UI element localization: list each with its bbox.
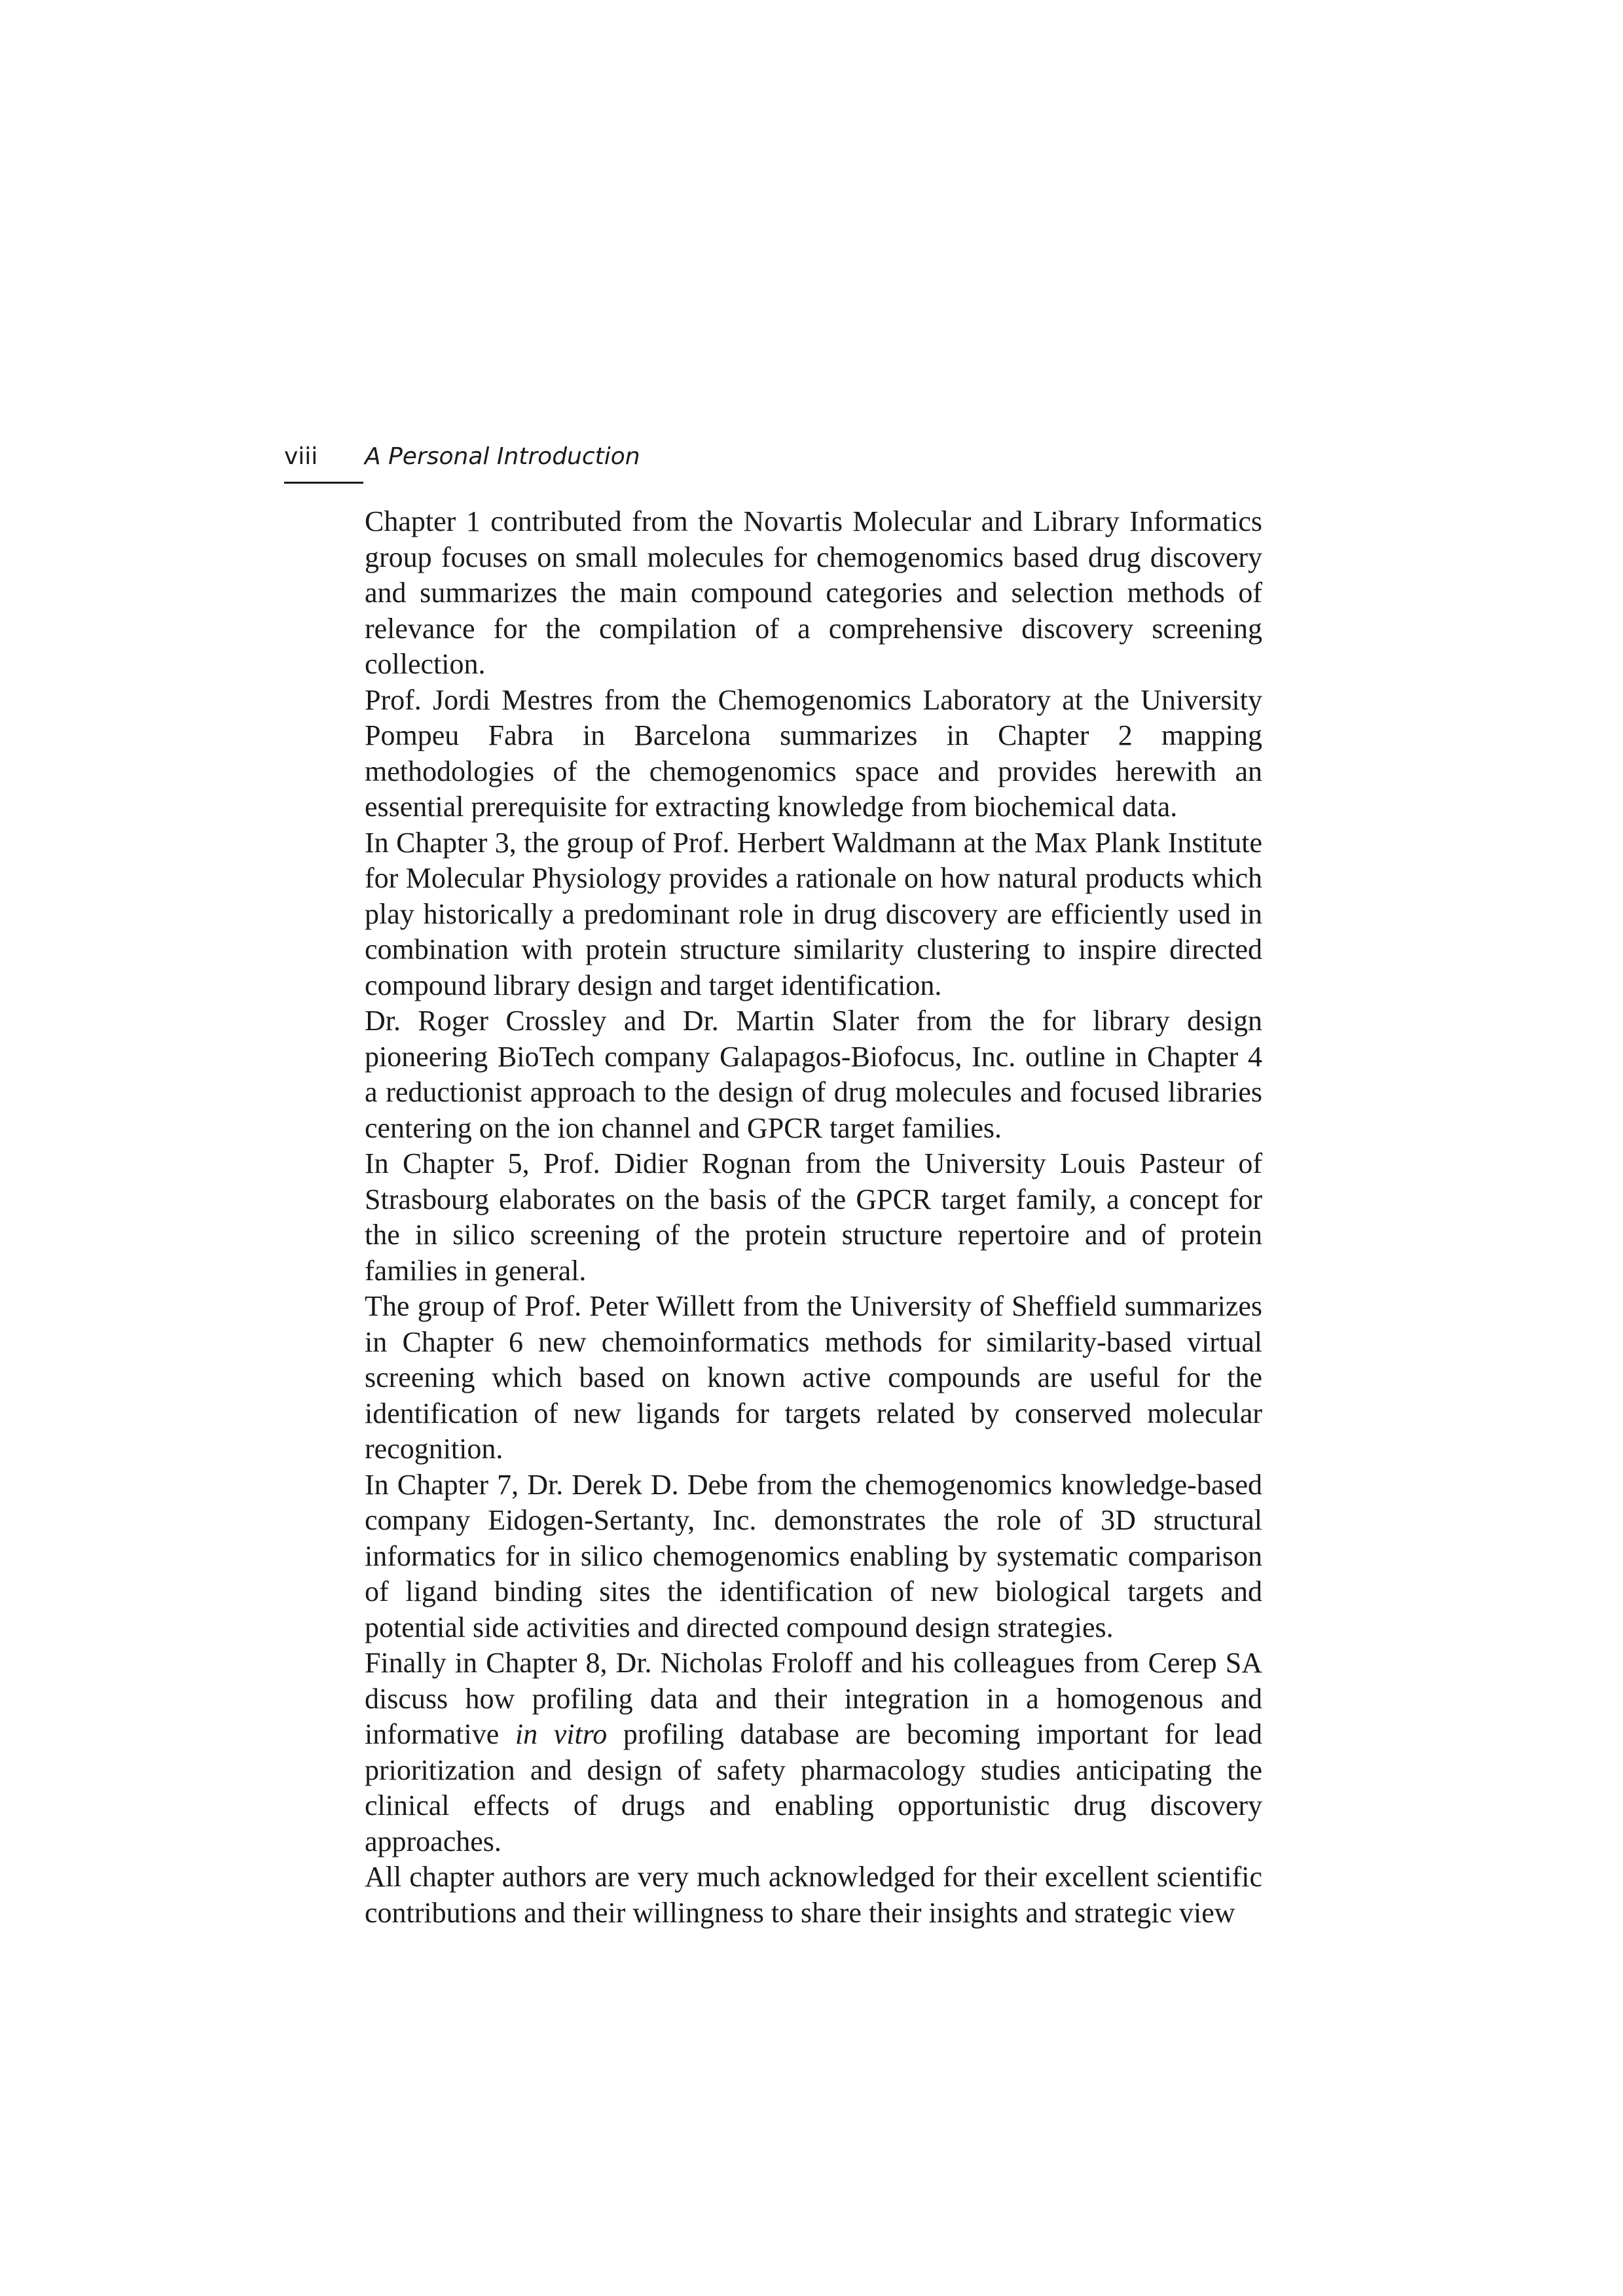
running-head [284, 437, 640, 476]
paragraph-chapter-3: In Chapter 3, the group of Prof. Herbert Waldmann at the Max Plank Institute for Molecular Physiology provides a rationale on how natural products which play historically a predominant role in drug discovery are efficiently used in combination with protein structure similarity clustering to inspire directed compound library design and target identification. [365, 826, 1262, 1001]
paragraph-chapter-6: The group of Prof. Peter Willett from the University of Sheffield summarizes in Chapter 6 new chemoinformatics methods for similarity-based virtual screening which based on known active compounds are useful for the identification of new ligands for targets related by conserved molecular recognition. [365, 1290, 1262, 1465]
paragraph-chapter-2: Prof. Jordi Mestres from the Chemogenomics Laboratory at the University Pompeu Fabra in Barcelona summarizes in Chapter 2 mapping methodologies of the chemogenomics space and provides herewith an essential prerequisite for extracting knowledge from biochemical data. [365, 683, 1262, 823]
paragraph-chapter-8-start: Finally in Chapter 8, Dr. Nicholas Froloff and his colleagues from Cerep SA discuss how profiling data and their integration in a homogenous and informative [365, 1647, 1262, 1750]
body-text [365, 504, 1262, 1931]
paragraph-chapter-4: Dr. Roger Crossley and Dr. Martin Slater from the for library design pioneering BioTech company Galapagos-Biofocus, Inc. outline in Chapter 4 a reductionist approach to the design of drug molecules and focused libraries centering on the ion channel and GPCR target families. [365, 1005, 1262, 1144]
header-rule [284, 482, 363, 484]
paragraph-chapter-5: In Chapter 5, Prof. Didier Rognan from the University Louis Pasteur of Strasbourg elaborates on the basis of the GPCR target family, a concept for the in silico screening of the protein structure repertoire and of protein families in general. [365, 1147, 1262, 1287]
italic-term: in vitro [515, 1718, 608, 1750]
paragraph-chapter-8-end: profiling database are becoming important for lead prioritization and design of safety pharmacology studies anticipating the clinical effects of drugs and enabling opportunistic drug discovery approaches. [365, 1718, 1262, 1857]
paragraph-chapter-8 [365, 1645, 1262, 1859]
paragraph-chapter-7: In Chapter 7, Dr. Derek D. Debe from the chemogenomics knowledge-based company Eidogen-Sertanty, Inc. demonstrates the role of 3D structural informatics for in silico chemogenomics enabling by systematic comparison of ligand binding sites the identification of new biological targets and potential side activities and directed compound design strategies. [365, 1468, 1262, 1643]
running-title: A Personal Introduction [365, 443, 640, 470]
page-number: viii [284, 443, 318, 470]
paragraph-chapter-1: Chapter 1 contributed from the Novartis Molecular and Library Informatics group focuses on small molecules for chemogenomics based drug discovery and summarizes the main compound categories and selection methods of relevance for the compilation of a comprehensive discovery screening collection. [365, 505, 1262, 680]
paragraph-acknowledgement: All chapter authors are very much acknowledged for their excellent scientific contributions and their willingness to share their insights and strategic view [365, 1861, 1262, 1929]
